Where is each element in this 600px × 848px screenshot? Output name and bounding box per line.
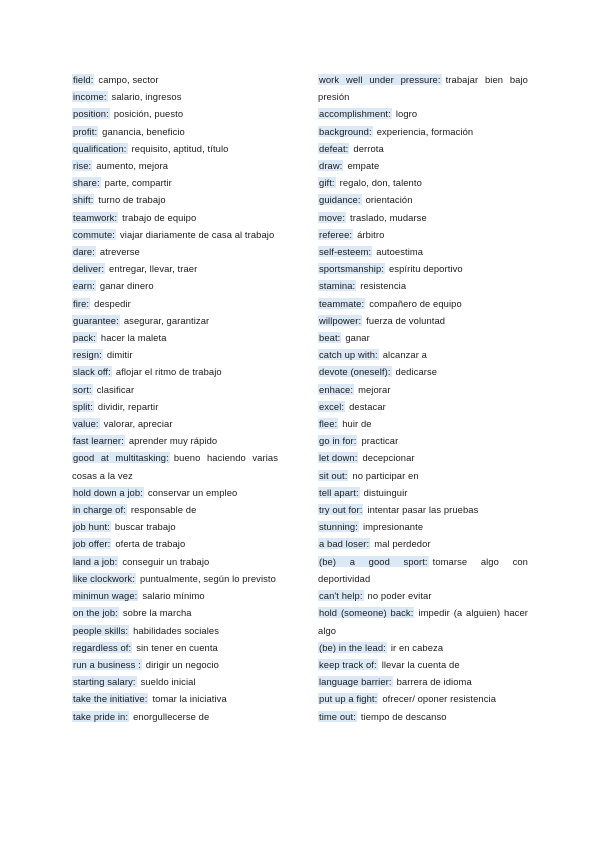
glossary-term: job offer:	[73, 538, 111, 550]
glossary-term: can't help:	[319, 590, 363, 602]
glossary-entry	[318, 329, 528, 346]
glossary-term: enhace:	[319, 383, 354, 395]
glossary-entry	[72, 123, 278, 140]
glossary-term: self-esteem:	[319, 246, 372, 258]
glossary-entry	[72, 587, 278, 604]
glossary-definition: impresionante	[362, 521, 424, 533]
glossary-definition: requisito, aptitud, título	[131, 142, 229, 154]
glossary-entry	[318, 312, 528, 329]
glossary-definition: oferta de trabajo	[115, 538, 186, 550]
glossary-term: sort:	[73, 383, 92, 395]
glossary-entry	[318, 449, 528, 466]
glossary-term: land a job:	[73, 555, 118, 567]
glossary-term: teammate:	[319, 297, 365, 309]
glossary-definition: valorar, apreciar	[103, 418, 173, 430]
glossary-entry	[318, 501, 528, 518]
glossary-entry	[318, 157, 528, 174]
glossary-term: deliver:	[73, 263, 105, 275]
glossary-definition: despedir	[94, 297, 131, 309]
glossary-term: (be) in the lead:	[319, 641, 386, 653]
glossary-term: profit:	[73, 125, 98, 137]
glossary-term: resign:	[73, 349, 102, 361]
glossary-entry	[318, 71, 528, 105]
glossary-definition: conservar un empleo	[147, 486, 238, 498]
glossary-definition: sobre la marcha	[122, 607, 192, 619]
glossary-entry	[318, 535, 528, 552]
glossary-term: take pride in:	[73, 710, 129, 722]
glossary-entry	[72, 622, 278, 639]
glossary-definition: resistencia	[360, 280, 407, 292]
glossary-entry	[318, 690, 528, 707]
glossary-definition: turno de trabajo	[98, 194, 166, 206]
glossary-definition: destacar	[349, 400, 386, 412]
glossary-definition: distuinguir	[363, 486, 408, 498]
glossary-term: excel:	[319, 400, 345, 412]
glossary-term: move:	[319, 211, 346, 223]
glossary-term: language barrier:	[319, 676, 392, 688]
glossary-definition: dividir, repartir	[97, 400, 159, 412]
glossary-definition: árbitro	[357, 228, 385, 240]
glossary-entry	[318, 415, 528, 432]
glossary-entry	[72, 604, 278, 621]
glossary-definition: tiempo de descanso	[360, 710, 447, 722]
glossary-definition: viajar diariamente de casa al trabajo	[119, 228, 275, 240]
glossary-entry	[72, 174, 278, 191]
glossary-term: position:	[73, 108, 109, 120]
glossary-entry	[72, 277, 278, 294]
glossary-term: fire:	[73, 297, 90, 309]
glossary-entry	[72, 708, 278, 725]
glossary-definition: ir en cabeza	[390, 641, 444, 653]
glossary-term: flee:	[319, 418, 338, 430]
glossary-term: in charge of:	[73, 504, 126, 516]
glossary-definition: dedicarse	[395, 366, 438, 378]
glossary-definition: posición, puesto	[113, 108, 184, 120]
glossary-entry	[72, 88, 278, 105]
glossary-entry	[318, 209, 528, 226]
glossary-entry	[72, 295, 278, 312]
glossary-definition: ganancia, beneficio	[102, 125, 185, 137]
glossary-term: income:	[73, 91, 107, 103]
glossary-term: accomplishment:	[319, 108, 391, 120]
glossary-entry	[318, 140, 528, 157]
glossary-term: share:	[73, 177, 100, 189]
glossary-definition: entregar, llevar, traer	[109, 263, 198, 275]
glossary-entry	[318, 243, 528, 260]
glossary-term: fast learner:	[73, 435, 124, 447]
glossary-term: starting salary:	[73, 676, 136, 688]
glossary-term: sportsmanship:	[319, 263, 384, 275]
glossary-definition: campo, sector	[98, 74, 159, 85]
glossary-definition: practicar	[361, 435, 399, 447]
glossary-entry	[72, 329, 278, 346]
glossary-term: time out:	[319, 710, 356, 722]
glossary-definition: traslado, mudarse	[350, 211, 427, 223]
glossary-entry	[72, 553, 278, 570]
glossary-entry	[318, 587, 528, 604]
glossary-term: good at multitasking:	[73, 452, 169, 464]
glossary-entry	[318, 639, 528, 656]
glossary-term: commute:	[73, 228, 115, 240]
glossary-term: willpower:	[319, 314, 362, 326]
glossary-entry	[72, 312, 278, 329]
glossary-entry	[72, 673, 278, 690]
glossary-definition: enorgullecerse de	[133, 710, 210, 722]
glossary-entry	[72, 656, 278, 673]
glossary-term: devote (oneself):	[319, 366, 391, 378]
glossary-definition: orientación	[365, 194, 413, 206]
glossary-term: take the initiative:	[73, 693, 148, 705]
glossary-term: a bad loser:	[319, 538, 370, 550]
glossary-entry	[72, 518, 278, 535]
glossary-entry	[72, 639, 278, 656]
glossary-entry	[72, 140, 278, 157]
glossary-definition: trabajar bien bajo presión	[318, 74, 528, 103]
glossary-term: draw:	[319, 160, 343, 172]
glossary-definition: regalo, don, talento	[339, 177, 422, 189]
glossary-entry	[72, 260, 278, 277]
glossary-term: regardless of:	[73, 641, 132, 653]
glossary-definition: huir de	[342, 418, 372, 430]
glossary-entry	[318, 656, 528, 673]
glossary-term: referee:	[319, 228, 353, 240]
glossary-entry	[318, 295, 528, 312]
glossary-definition: derrota	[353, 142, 384, 154]
glossary-definition: no poder evitar	[367, 590, 432, 602]
glossary-entry	[72, 381, 278, 398]
glossary-entry	[72, 243, 278, 260]
glossary-definition: no participar en	[352, 469, 419, 481]
glossary-entry	[318, 673, 528, 690]
glossary-term: pack:	[73, 332, 96, 344]
glossary-term: teamwork:	[73, 211, 118, 223]
glossary-term: rise:	[73, 160, 92, 172]
glossary-term: hold (someone) back:	[319, 607, 414, 619]
glossary-term: shift:	[73, 194, 94, 206]
glossary-definition: sin tener en cuenta	[136, 641, 218, 653]
glossary-term: gift:	[319, 177, 335, 189]
glossary-definition: atreverse	[99, 246, 140, 258]
glossary-entry	[318, 191, 528, 208]
glossary-entry	[72, 209, 278, 226]
glossary-definition: asegurar, garantizar	[123, 314, 210, 326]
glossary-definition: responsable de	[130, 504, 197, 516]
glossary-definition: buscar trabajo	[114, 521, 176, 533]
glossary-entry	[72, 501, 278, 518]
glossary-definition: puntualmente, según lo previsto	[139, 572, 276, 584]
glossary-term: job hunt:	[73, 521, 110, 533]
glossary-definition: ganar dinero	[99, 280, 154, 292]
glossary-definition: logro	[395, 108, 418, 120]
glossary-entry	[318, 467, 528, 484]
glossary-definition: dimitir	[106, 349, 133, 361]
glossary-entry	[318, 260, 528, 277]
glossary-entry	[72, 449, 278, 483]
glossary-entry	[72, 157, 278, 174]
glossary-term: guarantee:	[73, 314, 119, 326]
glossary-entry	[318, 277, 528, 294]
glossary-term: (be) a good sport:	[319, 555, 428, 567]
glossary-entry	[72, 570, 278, 587]
glossary-definition: llevar la cuenta de	[381, 658, 460, 670]
glossary-definition: intentar pasar las pruebas	[367, 504, 479, 516]
glossary-term: like clockwork:	[73, 572, 135, 584]
glossary-term: split:	[73, 400, 93, 412]
glossary-entry	[318, 123, 528, 140]
glossary-entry	[72, 690, 278, 707]
glossary-term: sit out:	[319, 469, 348, 481]
glossary-term: go in for:	[319, 435, 357, 447]
glossary-term: catch up with:	[319, 349, 378, 361]
glossary-entry	[72, 363, 278, 380]
glossary-term: put up a fight:	[319, 693, 378, 705]
glossary-term: people skills:	[73, 624, 129, 636]
glossary-definition: parte, compartir	[104, 177, 172, 189]
glossary-definition: clasificar	[96, 383, 135, 395]
glossary-entry	[318, 518, 528, 535]
glossary-definition: salario mínimo	[142, 590, 205, 602]
glossary-definition: alcanzar a	[382, 349, 427, 361]
right-glossary-column	[318, 71, 528, 725]
glossary-entry	[318, 484, 528, 501]
glossary-definition: experiencia, formación	[376, 125, 474, 137]
glossary-term: qualification:	[73, 142, 127, 154]
glossary-term: stunning:	[319, 521, 358, 533]
glossary-entry	[72, 415, 278, 432]
glossary-definition: hacer la maleta	[100, 332, 167, 344]
glossary-definition: aflojar el ritmo de trabajo	[115, 366, 222, 378]
glossary-definition: impedir (a alguien) hacer algo	[318, 607, 529, 636]
glossary-term: field:	[73, 74, 94, 85]
glossary-entry	[318, 708, 528, 725]
glossary-term: hold down a job:	[73, 486, 143, 498]
glossary-entry	[72, 71, 278, 88]
glossary-term: guidance:	[319, 194, 361, 206]
glossary-entry	[318, 105, 528, 122]
glossary-definition: salario, ingresos	[111, 91, 182, 103]
glossary-entry	[318, 363, 528, 380]
glossary-entry	[72, 105, 278, 122]
glossary-entry	[72, 398, 278, 415]
glossary-entry	[318, 432, 528, 449]
glossary-definition: ganar	[345, 332, 370, 344]
glossary-term: dare:	[73, 246, 95, 258]
glossary-definition: empate	[347, 160, 380, 172]
glossary-definition: aumento, mejora	[96, 160, 169, 172]
glossary-entry	[72, 484, 278, 501]
glossary-term: keep track of:	[319, 658, 377, 670]
glossary-term: defeat:	[319, 142, 349, 154]
glossary-entry	[72, 432, 278, 449]
glossary-definition: habilidades sociales	[133, 624, 219, 636]
glossary-entry	[72, 346, 278, 363]
glossary-term: let down:	[319, 452, 358, 464]
glossary-term: beat:	[319, 332, 341, 344]
glossary-term: slack off:	[73, 366, 111, 378]
glossary-definition: trabajo de equipo	[122, 211, 197, 223]
glossary-entry	[318, 398, 528, 415]
glossary-definition: tomarse algo con deportividad	[318, 555, 528, 584]
glossary-definition: mejorar	[358, 383, 391, 395]
glossary-term: run a business :	[73, 658, 141, 670]
glossary-term: work well under pressure:	[319, 74, 441, 85]
glossary-definition: bueno haciendo varias cosas a la vez	[72, 452, 278, 481]
glossary-term: earn:	[73, 280, 95, 292]
left-glossary-column	[72, 71, 278, 725]
glossary-entry	[318, 346, 528, 363]
glossary-entry	[318, 604, 528, 638]
glossary-term: value:	[73, 418, 99, 430]
glossary-term: background:	[319, 125, 372, 137]
glossary-definition: conseguir un trabajo	[122, 555, 210, 567]
glossary-term: tell apart:	[319, 486, 359, 498]
glossary-entry	[72, 535, 278, 552]
glossary-definition: autoestima	[376, 246, 424, 258]
glossary-definition: ofrecer/ oponer resistencia	[382, 693, 497, 705]
glossary-entry	[318, 553, 528, 587]
glossary-term: try out for:	[319, 504, 363, 516]
glossary-entry	[72, 191, 278, 208]
glossary-definition: sueldo inicial	[140, 676, 196, 688]
glossary-definition: tomar la iniciativa	[152, 693, 227, 705]
glossary-term: on the job:	[73, 607, 118, 619]
glossary-definition: dirigir un negocio	[145, 658, 219, 670]
glossary-definition: decepcionar	[362, 452, 415, 464]
glossary-definition: mal perdedor	[374, 538, 431, 550]
glossary-term: minimun wage:	[73, 590, 138, 602]
glossary-entry	[318, 381, 528, 398]
glossary-definition: compañero de equipo	[369, 297, 462, 309]
glossary-definition: aprender muy rápido	[128, 435, 218, 447]
glossary-entry	[318, 174, 528, 191]
glossary-entry	[318, 226, 528, 243]
glossary-entry	[72, 226, 278, 243]
glossary-term: stamina:	[319, 280, 356, 292]
glossary-definition: fuerza de voluntad	[366, 314, 446, 326]
glossary-definition: espíritu deportivo	[388, 263, 463, 275]
glossary-definition: barrera de idioma	[396, 676, 472, 688]
